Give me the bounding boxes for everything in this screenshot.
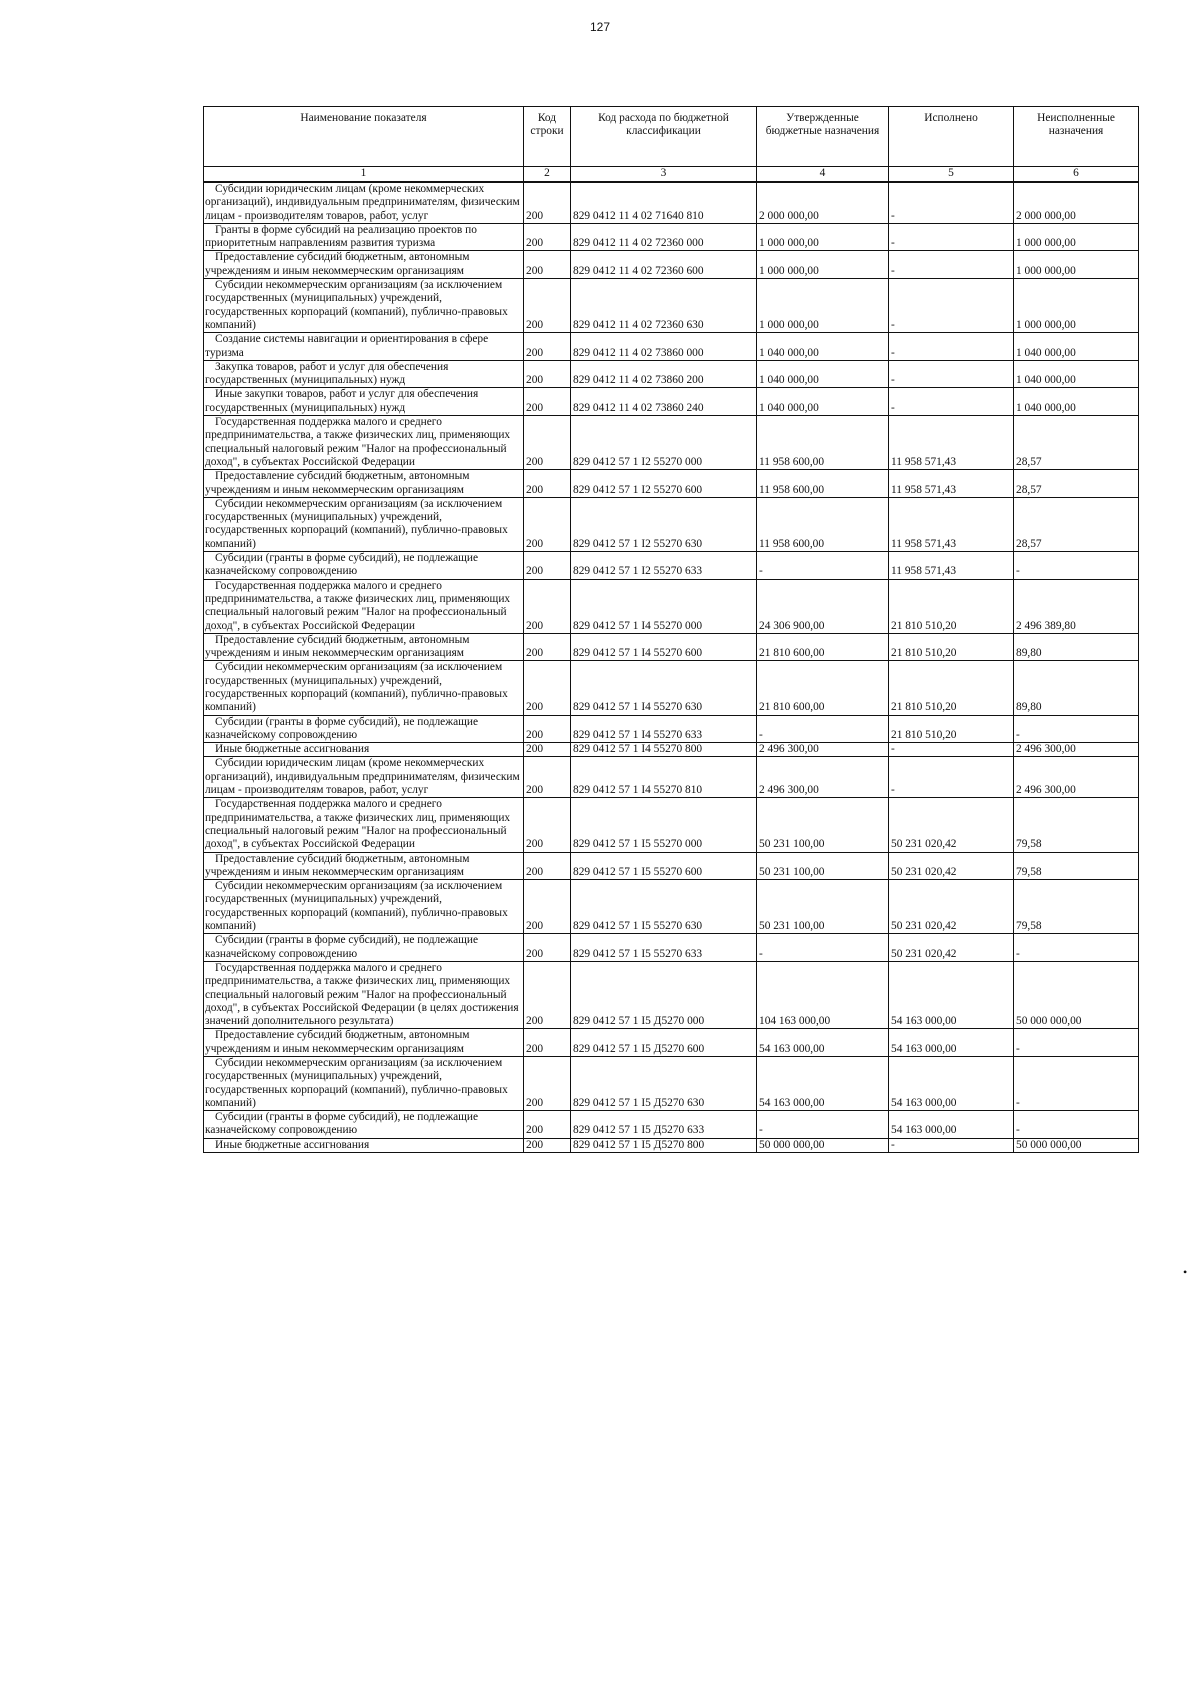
row-unexecuted-amount: 28,57 [1014,416,1139,470]
column-number: 2 [524,167,571,183]
row-line-code: 200 [524,579,571,633]
row-indicator-name [204,1057,524,1111]
row-classification-code: 829 0412 11 4 02 73860 000 [571,333,757,361]
row-classification-code: 829 0412 57 1 I5 55270 000 [571,798,757,852]
indicator-name-text: Предоставление субсидий бюджетным, автономным учреждениям и иным некоммерческим организациям [205,633,470,660]
row-line-code: 200 [524,743,571,757]
row-executed-amount: 50 231 020,42 [889,798,1014,852]
row-indicator-name [204,715,524,743]
row-classification-code: 829 0412 57 1 I5 55270 630 [571,880,757,934]
table-row [204,579,1139,633]
row-approved-amount: 1 040 000,00 [757,333,889,361]
row-indicator-name [204,388,524,416]
row-approved-amount: 50 231 100,00 [757,852,889,880]
row-approved-amount: 2 000 000,00 [757,182,889,223]
row-classification-code: 829 0412 57 1 I5 55270 633 [571,934,757,962]
table-row [204,757,1139,798]
table-row [204,715,1139,743]
indicator-name-text: Предоставление субсидий бюджетным, автономным учреждениям и иным некоммерческим организациям [205,470,470,496]
row-unexecuted-amount: 1 040 000,00 [1014,388,1139,416]
row-indicator-name [204,852,524,880]
row-unexecuted-amount: 79,58 [1014,852,1139,880]
row-executed-amount: 54 163 000,00 [889,1057,1014,1111]
row-classification-code: 829 0412 11 4 02 72360 630 [571,279,757,333]
indicator-name-text: Иные бюджетные ассигнования [215,1138,370,1151]
indicator-name-text: Гранты в форме субсидий на реализацию проектов по приоритетным направлениям развития туризма [205,223,477,250]
row-line-code: 200 [524,333,571,361]
row-line-code: 200 [524,798,571,852]
stray-dot-mark: • [1183,1265,1188,1279]
indicator-name-text: Субсидии некоммерческим организациям (за исключением государственных (муниципальных) учреждений, государственных корпораций (компаний), публично-правовых компаний) [205,279,508,331]
table-row [204,852,1139,880]
row-approved-amount: 1 000 000,00 [757,251,889,279]
indicator-name-text: Субсидии (гранты в форме субсидий), не подлежащие казначейскому сопровождению [205,934,479,960]
row-approved-amount: 2 496 300,00 [757,743,889,757]
indicator-name-text: Субсидии юридическим лицам (кроме некоммерческих организаций), индивидуальным предпринимателям, физическим лицам - производителям товаров, работ, услуг [205,183,520,222]
table-row [204,470,1139,498]
row-executed-amount: 11 958 571,43 [889,552,1014,580]
row-line-code: 200 [524,852,571,880]
indicator-name-text: Государственная поддержка малого и среднего предпринимательства, а также физических лиц, применяющих специальный налоговый режим "Налог на профессиональный доход", в субъектах Российской Федерации [205,579,511,632]
row-indicator-name [204,880,524,934]
column-number: 6 [1014,167,1139,183]
row-line-code: 200 [524,757,571,798]
row-executed-amount: 21 810 510,20 [889,661,1014,715]
row-indicator-name [204,1029,524,1057]
row-indicator-name [204,552,524,580]
row-indicator-name [204,1138,524,1152]
indicator-name-text: Субсидии некоммерческим организациям (за исключением государственных (муниципальных) учреждений, государственных корпораций (компаний), публично-правовых компаний) [205,661,508,714]
row-approved-amount: 54 163 000,00 [757,1029,889,1057]
row-classification-code: 829 0412 57 1 I5 Д5270 630 [571,1057,757,1111]
row-line-code: 200 [524,661,571,715]
row-approved-amount: 2 496 300,00 [757,757,889,798]
row-executed-amount: - [889,743,1014,757]
row-classification-code: 829 0412 11 4 02 72360 000 [571,223,757,251]
row-unexecuted-amount: - [1014,1029,1139,1057]
column-header-approved: Утвержденные бюджетные назначения [757,107,889,167]
row-unexecuted-amount: 50 000 000,00 [1014,1138,1139,1152]
indicator-name-text: Государственная поддержка малого и среднего предпринимательства, а также физических лиц, применяющих специальный налоговый режим "Налог на профессиональный доход", в субъектах Российской Федерации (в целях достижения значений дополнительного результата) [205,961,519,1028]
table-row [204,251,1139,279]
table-row [204,279,1139,333]
row-line-code: 200 [524,416,571,470]
row-line-code: 200 [524,1057,571,1111]
column-header-executed: Исполнено [889,107,1014,167]
row-line-code: 200 [524,961,571,1028]
row-executed-amount: 54 163 000,00 [889,1111,1014,1139]
row-line-code: 200 [524,223,571,251]
row-classification-code: 829 0412 57 1 I2 55270 600 [571,470,757,498]
table-row [204,880,1139,934]
row-unexecuted-amount: 89,80 [1014,661,1139,715]
row-line-code: 200 [524,1111,571,1139]
row-approved-amount: 1 040 000,00 [757,360,889,388]
column-header-indicator-name: Наименование показателя [204,107,524,167]
row-line-code: 200 [524,633,571,661]
row-unexecuted-amount: - [1014,715,1139,743]
row-line-code: 200 [524,251,571,279]
table-row [204,934,1139,962]
row-indicator-name [204,1111,524,1139]
row-classification-code: 829 0412 57 1 I5 Д5270 000 [571,961,757,1028]
row-unexecuted-amount: 79,58 [1014,880,1139,934]
row-executed-amount: - [889,182,1014,223]
indicator-name-text: Предоставление субсидий бюджетным, автономным учреждениям и иным некоммерческим организациям [205,852,470,878]
row-approved-amount: - [757,1111,889,1139]
row-executed-amount: 50 231 020,42 [889,934,1014,962]
row-executed-amount: 21 810 510,20 [889,579,1014,633]
row-indicator-name [204,360,524,388]
column-number: 4 [757,167,889,183]
row-line-code: 200 [524,279,571,333]
row-unexecuted-amount: - [1014,1057,1139,1111]
row-unexecuted-amount: - [1014,1111,1139,1139]
row-indicator-name [204,251,524,279]
indicator-name-text: Субсидии некоммерческим организациям (за исключением государственных (муниципальных) учреждений, государственных корпораций (компаний), публично-правовых компаний) [205,880,508,933]
column-header-classification-code: Код расхода по бюджетной классификации [571,107,757,167]
row-classification-code: 829 0412 57 1 I2 55270 630 [571,497,757,551]
row-executed-amount: 50 231 020,42 [889,880,1014,934]
indicator-name-text: Закупка товаров, работ и услуг для обеспечения государственных (муниципальных) нужд [205,360,449,387]
row-indicator-name [204,661,524,715]
row-executed-amount: - [889,223,1014,251]
row-unexecuted-amount: 79,58 [1014,798,1139,852]
indicator-name-text: Государственная поддержка малого и среднего предпринимательства, а также физических лиц, применяющих специальный налоговый режим "Налог на профессиональный доход", в субъектах Российской Федерации [205,798,511,851]
row-executed-amount: 54 163 000,00 [889,1029,1014,1057]
indicator-name-text: Субсидии некоммерческим организациям (за исключением государственных (муниципальных) учреждений, государственных корпораций (компаний), публично-правовых компаний) [205,1057,508,1109]
row-approved-amount: - [757,715,889,743]
row-indicator-name [204,470,524,498]
row-approved-amount: 11 958 600,00 [757,497,889,551]
row-indicator-name [204,798,524,852]
row-line-code: 200 [524,388,571,416]
row-executed-amount: - [889,251,1014,279]
indicator-name-text: Иные закупки товаров, работ и услуг для обеспечения государственных (муниципальных) нужд [205,388,479,414]
row-line-code: 200 [524,1029,571,1057]
row-approved-amount: - [757,552,889,580]
row-indicator-name [204,223,524,251]
row-unexecuted-amount: 89,80 [1014,633,1139,661]
row-classification-code: 829 0412 57 1 I2 55270 000 [571,416,757,470]
row-approved-amount: 21 810 600,00 [757,633,889,661]
row-classification-code: 829 0412 57 1 I2 55270 633 [571,552,757,580]
row-approved-amount: 50 231 100,00 [757,880,889,934]
table-row [204,1138,1139,1152]
row-classification-code: 829 0412 11 4 02 72360 600 [571,251,757,279]
table-body [204,182,1139,1153]
row-line-code: 200 [524,934,571,962]
row-executed-amount: 54 163 000,00 [889,961,1014,1028]
row-unexecuted-amount: 28,57 [1014,470,1139,498]
row-indicator-name [204,497,524,551]
row-executed-amount: 11 958 571,43 [889,497,1014,551]
table-row [204,1029,1139,1057]
row-unexecuted-amount: 1 000 000,00 [1014,251,1139,279]
row-executed-amount: 21 810 510,20 [889,715,1014,743]
indicator-name-text: Субсидии (гранты в форме субсидий), не подлежащие казначейскому сопровождению [205,715,479,741]
indicator-name-text: Предоставление субсидий бюджетным, автономным учреждениям и иным некоммерческим организациям [205,251,470,277]
row-indicator-name [204,743,524,757]
table-row [204,333,1139,361]
table-header-row [204,107,1139,167]
row-approved-amount: 11 958 600,00 [757,470,889,498]
row-unexecuted-amount: 1 000 000,00 [1014,223,1139,251]
row-line-code: 200 [524,715,571,743]
row-approved-amount: 50 231 100,00 [757,798,889,852]
row-indicator-name [204,961,524,1028]
indicator-name-text: Субсидии некоммерческим организациям (за исключением государственных (муниципальных) учреждений, государственных корпораций (компаний), публично-правовых компаний) [205,497,508,550]
table-row [204,661,1139,715]
row-indicator-name [204,757,524,798]
row-line-code: 200 [524,182,571,223]
row-unexecuted-amount: 2 496 389,80 [1014,579,1139,633]
indicator-name-text: Субсидии (гранты в форме субсидий), не подлежащие казначейскому сопровождению [205,1111,479,1137]
row-executed-amount: 11 958 571,43 [889,470,1014,498]
table-row [204,360,1139,388]
row-unexecuted-amount: 2 496 300,00 [1014,757,1139,798]
row-classification-code: 829 0412 57 1 I4 55270 810 [571,757,757,798]
row-classification-code: 829 0412 57 1 I4 55270 633 [571,715,757,743]
row-indicator-name [204,279,524,333]
row-indicator-name [204,416,524,470]
column-number-row [204,167,1139,183]
row-unexecuted-amount: 28,57 [1014,497,1139,551]
row-line-code: 200 [524,360,571,388]
row-unexecuted-amount: 2 496 300,00 [1014,743,1139,757]
row-classification-code: 829 0412 57 1 I4 55270 000 [571,579,757,633]
row-classification-code: 829 0412 11 4 02 71640 810 [571,182,757,223]
column-number: 3 [571,167,757,183]
row-classification-code: 829 0412 11 4 02 73860 240 [571,388,757,416]
column-number: 1 [204,167,524,183]
column-number: 5 [889,167,1014,183]
row-indicator-name [204,333,524,361]
row-classification-code: 829 0412 57 1 I5 55270 600 [571,852,757,880]
indicator-name-text: Субсидии юридическим лицам (кроме некоммерческих организаций), индивидуальным предпринимателям, физическим лицам - производителям товаров, работ, услуг [205,757,520,797]
row-approved-amount: - [757,934,889,962]
row-line-code: 200 [524,470,571,498]
indicator-name-text: Предоставление субсидий бюджетным, автономным учреждениям и иным некоммерческим организациям [205,1029,470,1055]
row-approved-amount: 1 000 000,00 [757,223,889,251]
row-approved-amount: 104 163 000,00 [757,961,889,1028]
table-row [204,223,1139,251]
row-classification-code: 829 0412 11 4 02 73860 200 [571,360,757,388]
row-classification-code: 829 0412 57 1 I4 55270 800 [571,743,757,757]
row-indicator-name [204,633,524,661]
row-indicator-name [204,182,524,223]
row-classification-code: 829 0412 57 1 I5 Д5270 800 [571,1138,757,1152]
row-approved-amount: 21 810 600,00 [757,661,889,715]
row-line-code: 200 [524,880,571,934]
row-executed-amount: - [889,388,1014,416]
row-executed-amount: - [889,360,1014,388]
page-number: 127 [589,20,611,34]
table-row [204,961,1139,1028]
row-approved-amount: 54 163 000,00 [757,1057,889,1111]
table-row [204,1057,1139,1111]
row-executed-amount: - [889,757,1014,798]
table-row [204,388,1139,416]
budget-execution-table [203,106,1139,1153]
table-row [204,798,1139,852]
table-row [204,416,1139,470]
row-approved-amount: 24 306 900,00 [757,579,889,633]
table-row [204,633,1139,661]
row-indicator-name [204,934,524,962]
row-classification-code: 829 0412 57 1 I5 Д5270 633 [571,1111,757,1139]
row-executed-amount: 21 810 510,20 [889,633,1014,661]
row-classification-code: 829 0412 57 1 I4 55270 630 [571,661,757,715]
column-header-line-code: Код строки [524,107,571,167]
row-executed-amount: 11 958 571,43 [889,416,1014,470]
row-approved-amount: 11 958 600,00 [757,416,889,470]
row-unexecuted-amount: - [1014,934,1139,962]
row-executed-amount: - [889,1138,1014,1152]
row-unexecuted-amount: 1 000 000,00 [1014,279,1139,333]
table-row [204,743,1139,757]
row-classification-code: 829 0412 57 1 I5 Д5270 600 [571,1029,757,1057]
row-approved-amount: 50 000 000,00 [757,1138,889,1152]
row-unexecuted-amount: 2 000 000,00 [1014,182,1139,223]
row-approved-amount: 1 040 000,00 [757,388,889,416]
row-unexecuted-amount: 50 000 000,00 [1014,961,1139,1028]
row-unexecuted-amount: 1 040 000,00 [1014,333,1139,361]
row-indicator-name [204,579,524,633]
indicator-name-text: Государственная поддержка малого и среднего предпринимательства, а также физических лиц, применяющих специальный налоговый режим "Налог на профессиональный доход", в субъектах Российской Федерации [205,416,511,468]
row-executed-amount: 50 231 020,42 [889,852,1014,880]
table-row [204,1111,1139,1139]
row-line-code: 200 [524,497,571,551]
row-approved-amount: 1 000 000,00 [757,279,889,333]
indicator-name-text: Иные бюджетные ассигнования [215,743,370,756]
row-executed-amount: - [889,333,1014,361]
table-row [204,497,1139,551]
table-row [204,182,1139,223]
row-line-code: 200 [524,1138,571,1152]
row-unexecuted-amount: - [1014,552,1139,580]
column-header-unexecuted: Неисполненные назначения [1014,107,1139,167]
row-line-code: 200 [524,552,571,580]
table-row [204,552,1139,580]
row-classification-code: 829 0412 57 1 I4 55270 600 [571,633,757,661]
indicator-name-text: Создание системы навигации и ориентирования в сфере туризма [205,333,489,359]
indicator-name-text: Субсидии (гранты в форме субсидий), не подлежащие казначейскому сопровождению [205,552,479,578]
row-executed-amount: - [889,279,1014,333]
row-unexecuted-amount: 1 040 000,00 [1014,360,1139,388]
